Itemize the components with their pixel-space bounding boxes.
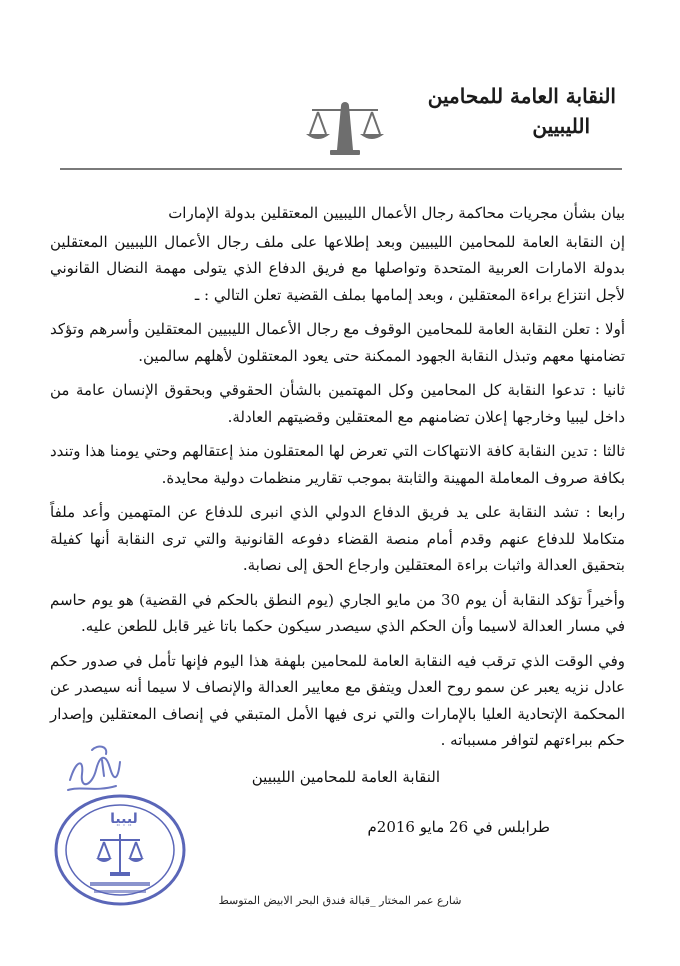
statement-point-3: ثالثا : تدين النقابة كافة الانتهاكات التي تعرض لها المعتقلون منذ إعتقالهم وحتي يومنا هذا وتندد بكافة صروف المعاملة المهينة والثابتة بموجب تقارير منظمات دولية محايدة. bbox=[50, 442, 625, 487]
statement-finally: وأخيراً تؤكد النقابة أن يوم 30 من مايو الجاري (يوم النطق بالحكم في القضية) هو يوم حاسم في مسار العدالة لاسيما وأن الحكم الذي سيصدر سيكون حكما باتا غير قابل للطعن عليه. bbox=[50, 590, 625, 635]
statement-point-1: أولا : تعلن النقابة العامة للمحامين الوقوف مع رجال الأعمال الليبيين المعتقلين وأسرهم وتؤكد تضامنها معهم وتبذل النقابة الجهود الممكنة حتى يعود المعتقلون لأهلهم سالمين. bbox=[50, 320, 625, 365]
org-name-line1: النقابة العامة للمحامين bbox=[427, 84, 616, 108]
official-stamp-icon bbox=[50, 790, 190, 910]
date-place-line: طرابلس في 26 مايو 2016م bbox=[367, 818, 550, 836]
statement-body bbox=[50, 200, 625, 762]
statement-closing: وفي الوقت الذي ترقب فيه النقابة العامة للمحامين بلهفة هذا اليوم فإنها تأمل في صدور حكم عادل نزيه يعبر عن سمو روح العدل ويتفق مع معايير العدالة والإنصاف لا سيما أنه سيصدر عن المحكمة الإتحادية العليا بالإمارات والتي نرى فيها الأمل المتبقي في إنصاف المعتقلين وإصدار حكم ببراءتهم لتوافر مسبباته . bbox=[50, 651, 625, 749]
statement-intro: إن النقابة العامة للمحامين الليبيين وبعد إطلاعها على ملف رجال الأعمال الليبيين المعتقلين بدولة الامارات العربية المتحدة وتواصلها مع فريق الدفاع الذي يتولى مهمة النضال القانوني لأجل انتزاع براءة المعتقلين ، وبعد إلمامها بملف القضية تعلن التالي : ـ bbox=[50, 232, 625, 304]
signatory: النقابة العامة للمحامين الليبيين bbox=[251, 768, 440, 786]
statement-point-2: ثانيا : تدعوا النقابة كل المحامين وكل المهتمين بالشأن الحقوقي وبحقوق الإنسان عامة من داخل ليبيا وخارجها إعلان تضامنهم مع المعتقلين وقضيتهم العادلة. bbox=[50, 381, 625, 426]
stamp-text: ليبيا bbox=[110, 811, 138, 827]
org-name-line2: الليبيين bbox=[532, 114, 590, 138]
statement-point-4: رابعا : تشد النقابة على يد فريق الدفاع الدولي الذي انبرى للدفاع عن المتهمين وأعد ملفاً متكاملا للدفاع عنهم وقدم أمام منصة القضاء دفوعه القانونية والتي ترى النقابة أنها كفيلة بتحقيق العدالة واثبات براءة المعتقلين وارجاع الحق إلى نصابة. bbox=[50, 503, 625, 574]
header-divider bbox=[60, 168, 622, 170]
footer-address: شارع عمر المختار _قبالة فندق البحر الابيض المتوسط bbox=[218, 894, 462, 907]
statement-title: بيان بشأن مجريات محاكمة رجال الأعمال الليبيين المعتقلين بدولة الإمارات bbox=[168, 204, 625, 222]
scales-of-justice-icon bbox=[300, 100, 390, 160]
